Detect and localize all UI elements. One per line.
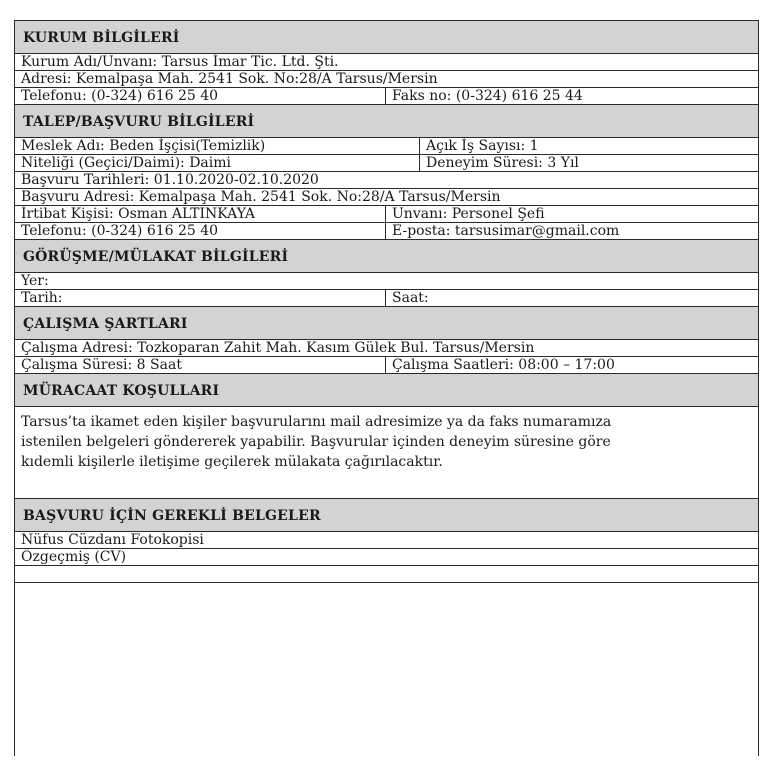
blank-row bbox=[15, 566, 758, 583]
meslek-adi: Meslek Adı: Beden İşçisi(Temizlik) bbox=[21, 138, 266, 154]
calisma-saatleri: Çalışma Saatleri: 08:00 – 17:00 bbox=[385, 357, 758, 373]
row-belge-2 bbox=[15, 549, 758, 566]
kurum-faks: Faks no: (0-324) 616 25 44 bbox=[385, 88, 758, 104]
muracaat-text bbox=[15, 407, 758, 499]
section-header-kurum: KURUM BİLGİLERİ bbox=[15, 21, 758, 54]
talep-telefon: Telefonu: (0-324) 616 25 40 bbox=[21, 223, 219, 239]
talep-eposta: E-posta: tarsusimar@gmail.com bbox=[385, 223, 758, 239]
section-header-gorusme: GÖRÜŞME/MÜLAKAT BİLGİLERİ bbox=[15, 240, 758, 273]
section-header-belgeler: BAŞVURU İÇİN GEREKLİ BELGELER bbox=[15, 499, 758, 532]
deneyim-suresi: Deneyim Süresi: 3 Yıl bbox=[419, 155, 758, 171]
row-kurum-telefon bbox=[15, 88, 758, 105]
gorusme-yer: Yer: bbox=[21, 273, 49, 289]
nitelik: Niteliği (Geçici/Daimi): Daimi bbox=[21, 155, 231, 171]
basvuru-tarihleri: Başvuru Tarihleri: 01.10.2020-02.10.2020 bbox=[21, 172, 319, 188]
row-yer bbox=[15, 273, 758, 290]
muracaat-line-1: Tarsus’ta ikamet eden kişiler başvurularını mail adresimize ya da faks numaramıza bbox=[21, 414, 612, 430]
section-header-talep: TALEP/BAŞVURU BİLGİLERİ bbox=[15, 105, 758, 138]
row-basvuru-adresi bbox=[15, 189, 758, 206]
row-basvuru-tarihleri bbox=[15, 172, 758, 189]
irtibat-unvani: Unvanı: Personel Şefi bbox=[385, 206, 758, 222]
calisma-suresi: Çalışma Süresi: 8 Saat bbox=[21, 357, 182, 373]
muracaat-line-2: istenilen belgeleri göndererek yapabilir. Başvurular içinden deneyim süresine göre bbox=[21, 434, 611, 450]
basvuru-adresi: Başvuru Adresi: Kemalpaşa Mah. 2541 Sok. No:28/A Tarsus/Mersin bbox=[21, 189, 501, 205]
row-belge-1 bbox=[15, 532, 758, 549]
row-meslek bbox=[15, 138, 758, 155]
job-posting-form bbox=[14, 20, 759, 756]
belge-item: Nüfus Cüzdanı Fotokopisi bbox=[21, 532, 204, 548]
kurum-telefon: Telefonu: (0-324) 616 25 40 bbox=[21, 88, 219, 104]
row-nitelik bbox=[15, 155, 758, 172]
belge-item: Özgeçmiş (CV) bbox=[21, 549, 127, 565]
muracaat-line-3: kıdemli kişilerle iletişime geçilerek mülakata çağırılacaktır. bbox=[21, 454, 443, 470]
row-kurum-adres bbox=[15, 71, 758, 88]
row-irtibat bbox=[15, 206, 758, 223]
row-talep-telefon bbox=[15, 223, 758, 240]
kurum-adi: Kurum Adı/Unvanı: Tarsus İmar Tic. Ltd. Şti. bbox=[21, 54, 339, 70]
gorusme-saat: Saat: bbox=[385, 290, 758, 306]
row-calisma-adresi bbox=[15, 340, 758, 357]
row-kurum-adi bbox=[15, 54, 758, 71]
kurum-adres: Adresi: Kemalpaşa Mah. 2541 Sok. No:28/A Tarsus/Mersin bbox=[21, 71, 438, 87]
row-calisma-sure bbox=[15, 357, 758, 374]
irtibat-kisisi: İrtibat Kişisi: Osman ALTINKAYA bbox=[21, 206, 255, 222]
section-header-muracaat: MÜRACAAT KOŞULLARI bbox=[15, 374, 758, 407]
section-header-calisma: ÇALIŞMA ŞARTLARI bbox=[15, 307, 758, 340]
calisma-adresi: Çalışma Adresi: Tozkoparan Zahit Mah. Kasım Gülek Bul. Tarsus/Mersin bbox=[21, 340, 535, 356]
row-tarih-saat bbox=[15, 290, 758, 307]
gorusme-tarih: Tarih: bbox=[21, 290, 63, 306]
acik-is-sayisi: Açık İş Sayısı: 1 bbox=[419, 138, 758, 154]
